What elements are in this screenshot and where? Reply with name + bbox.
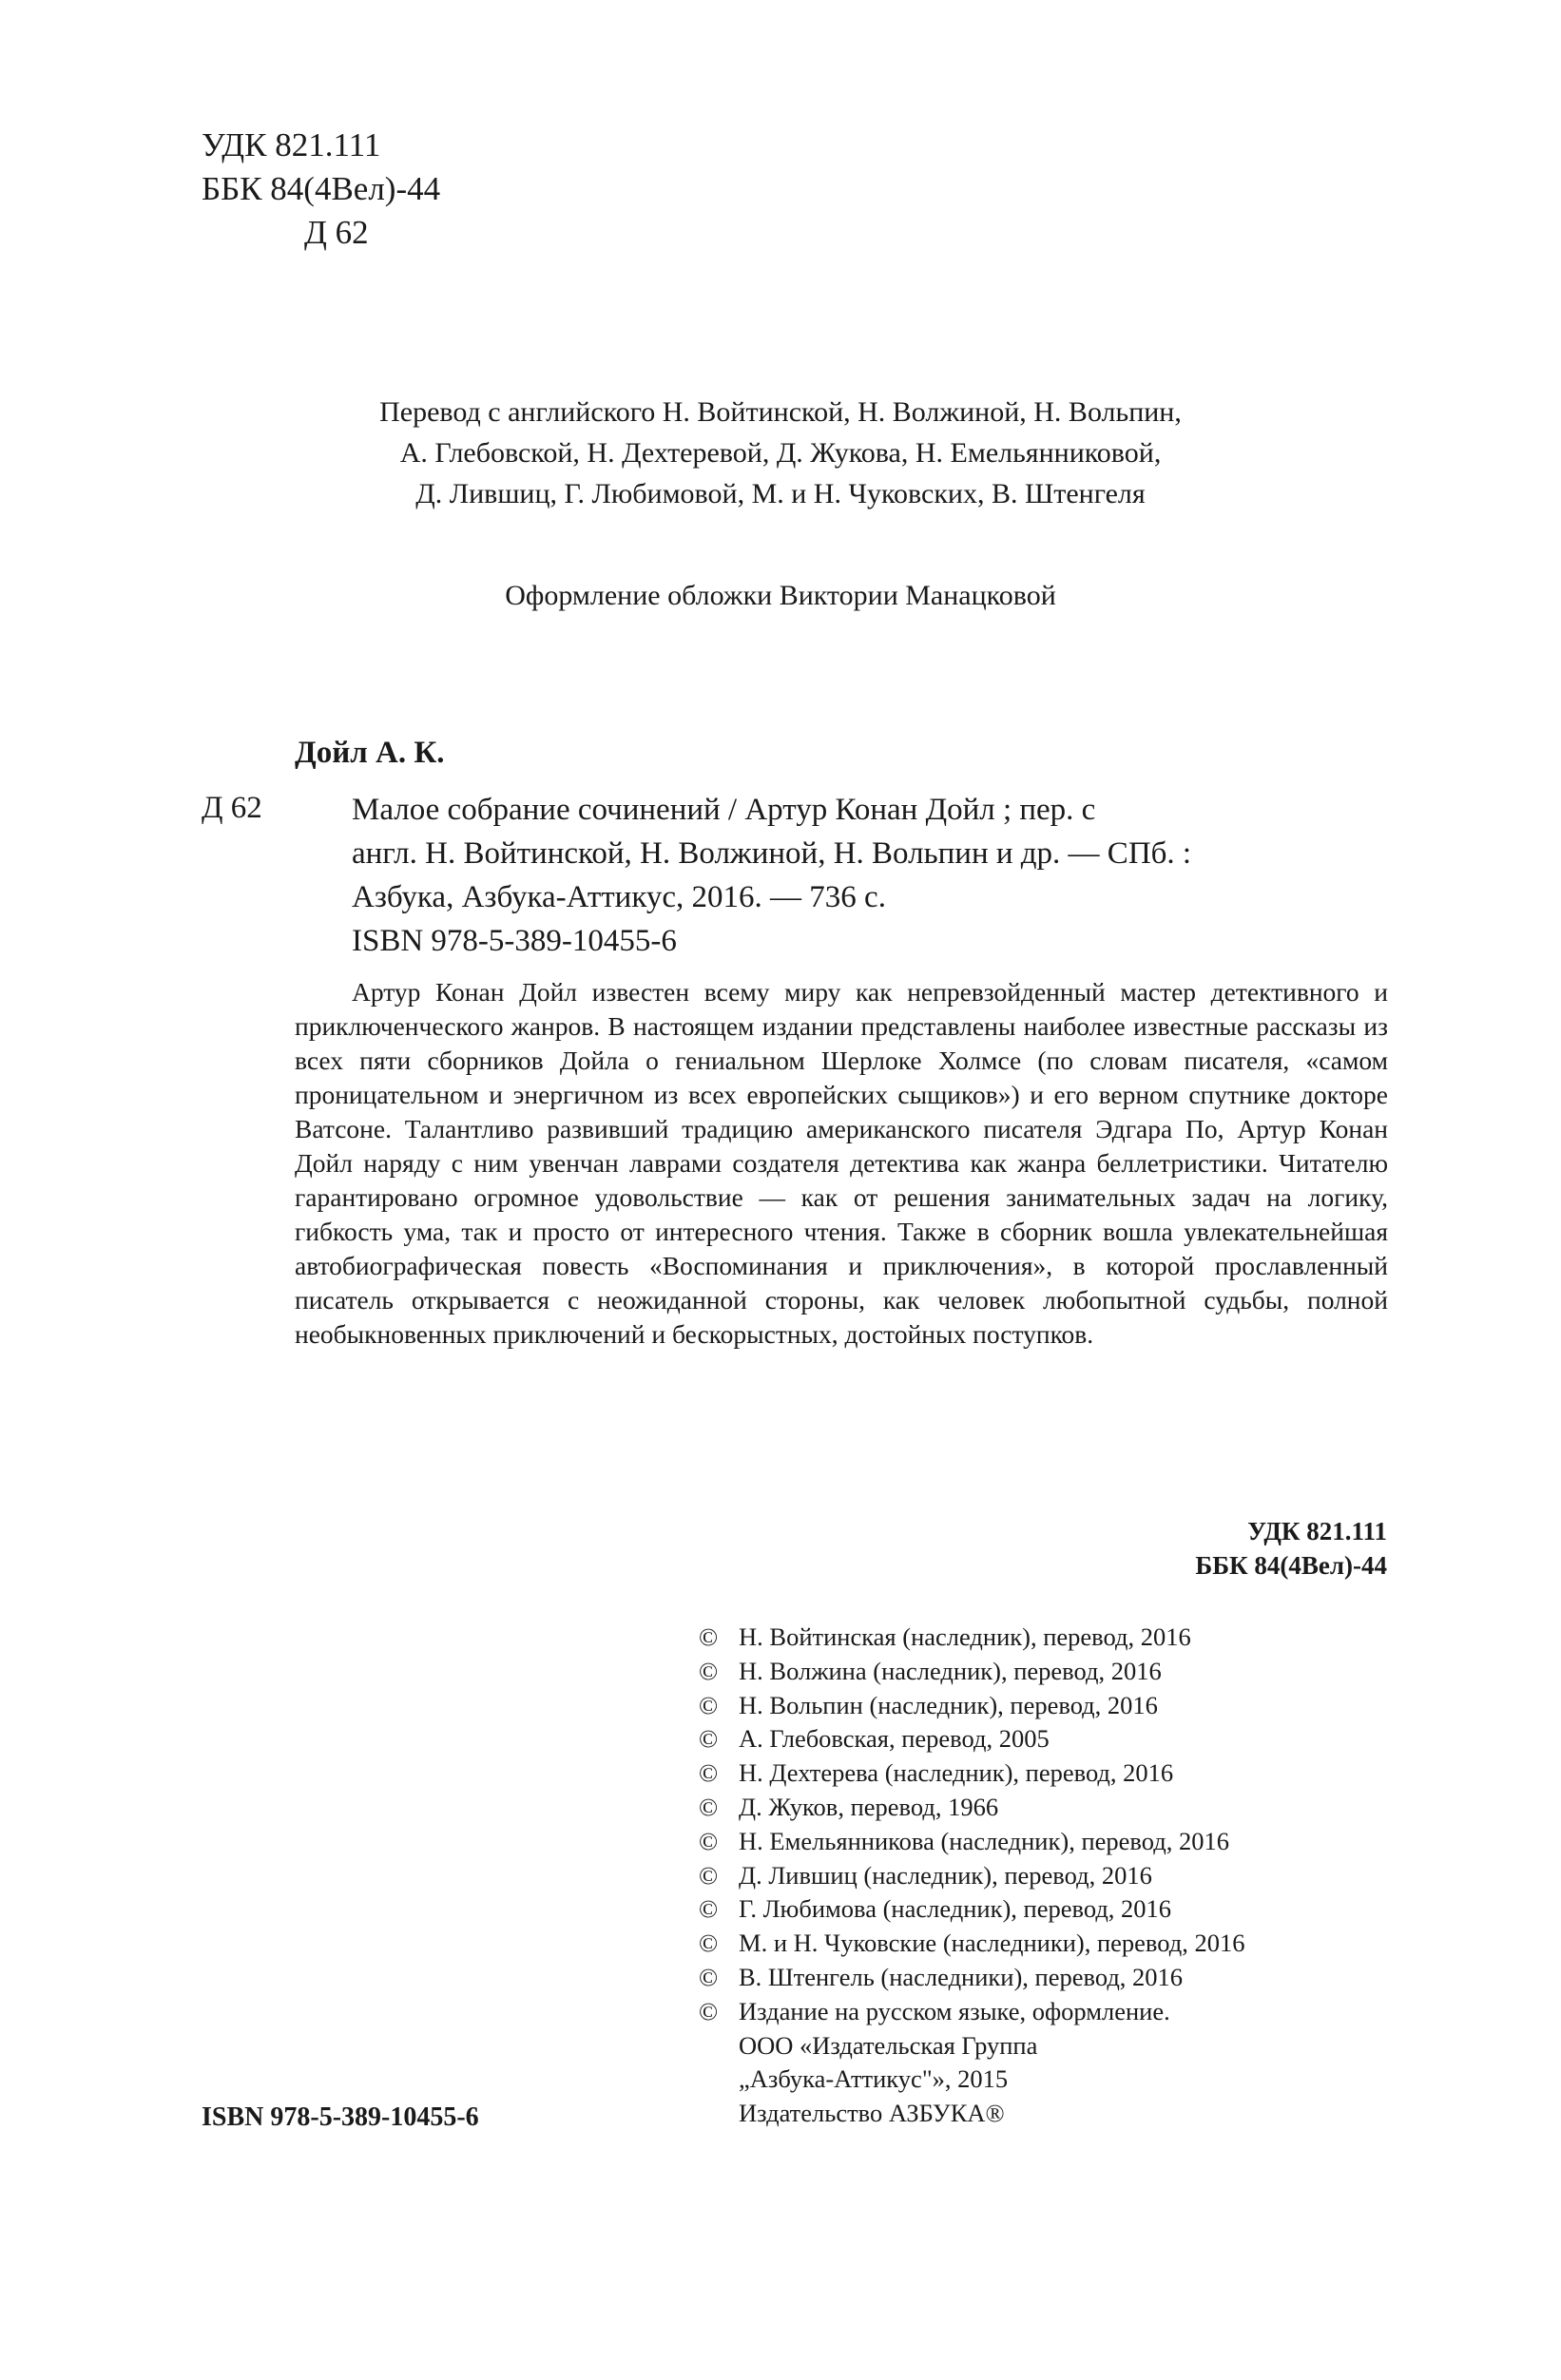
copyright-symbol: © (699, 1962, 719, 1991)
copyright-symbol: © (699, 1860, 719, 1890)
copyright-symbol: © (699, 1622, 719, 1651)
record-line-1: Малое собрание сочинений / Артур Конан Дойл ; пер. с (352, 793, 1096, 827)
translation-credit-line-3: Д. Лившиц, Г. Любимовой, М. и Н. Чуковских, В. Штенгеля (415, 478, 1146, 509)
copyright-item: © Н. Волжина (наследник), перевод, 2016 (699, 1655, 1244, 1689)
copyright-symbol: © (699, 1996, 719, 2025)
copyright-item: © Д. Лившиц (наследник), перевод, 2016 (699, 1859, 1244, 1893)
copyright-symbol: © (699, 1792, 719, 1821)
bbk-code-right: ББК 84(4Вел)-44 (1195, 1551, 1387, 1580)
udk-code-right: УДК 821.111 (1247, 1517, 1387, 1545)
publisher-line: „Азбука-Аттикус"», 2015 (739, 2064, 1009, 2094)
copyright-symbol: © (699, 1724, 719, 1754)
copyright-item: © А. Глебовская, перевод, 2005 (699, 1722, 1244, 1756)
translation-credit-line-1: Перевод с английского Н. Войтинской, Н. Волжиной, Н. Вольпин, (379, 396, 1182, 428)
copyright-item: © Издание на русском языке, оформление. (699, 1995, 1244, 2029)
copyright-symbol: © (699, 1894, 719, 1924)
author-heading: Дойл А. К. (295, 736, 445, 770)
annotation (295, 975, 1388, 1352)
copyright-item: © Д. Жуков, перевод, 1966 (699, 1791, 1244, 1825)
copyright-symbol: © (699, 1758, 719, 1788)
copyright-item: © Н. Емельянникова (наследник), перевод, 2016 (699, 1825, 1244, 1859)
publisher-line: ООО «Издательская Группа (739, 2030, 1038, 2060)
isbn-bottom: ISBN 978-5-389-10455-6 (202, 2102, 479, 2132)
cover-design-credit: Оформление обложки Виктории Манацковой (505, 580, 1056, 611)
copyright-item: © Н. Дехтерева (наследник), перевод, 2016 (699, 1756, 1244, 1791)
annotation-text: Артур Конан Дойл известен всему миру как непревзойденный мастер детективного и приключенческого жанров. В настоящем издании представлены наиболее известные рассказы из всех пяти сборников Дойла о гениальном Шерлоке Холмсе (по словам писателя, «самом проницательном и энергичном из всех европейских сыщиков») и его верном спутнике докторе Ватсоне. Талантливо развивший традицию американского писателя Эдгара По, Артур Конан Дойл наряду с ним увенчан лаврами создателя детектива как жанра беллетристики. Читателю гарантировано огромное удовольствие — как от решения занимательных задач на логику, гибкость ума, так и просто от интересного чтения. Также в сборник вошла увлекательнейшая автобиографическая повесть «Воспоминания и приключения», в которой прославленный писатель открывается с неожиданной стороны, как человек любопытной судьбы, полной необыкновенных приключений и бескорыстных, достойных поступков. (295, 977, 1388, 1349)
record-line-2: англ. Н. Войтинской, Н. Волжиной, Н. Вольпин и др. — СПб. : (352, 836, 1192, 871)
bbk-code: ББК 84(4Вел)-44 (202, 170, 441, 207)
copyright-item: © М. и Н. Чуковские (наследники), перевод, 2016 (699, 1927, 1244, 1961)
udk-code: УДК 821.111 (202, 126, 381, 163)
copyright-item: © Г. Любимова (наследник), перевод, 2016 (699, 1892, 1244, 1927)
author-mark: Д 62 (304, 214, 369, 251)
record-line-3: Азбука, Азбука-Аттикус, 2016. — 736 с. (352, 880, 886, 914)
copyright-symbol: © (699, 1690, 719, 1719)
copyright-item: © Н. Вольпин (наследник), перевод, 2016 (699, 1689, 1244, 1723)
publisher-line: Издательство АЗБУКА® (739, 2099, 1005, 2128)
translation-credit-line-2: А. Глебовской, Н. Дехтеревой, Д. Жукова, Н. Емельянниковой, (399, 437, 1162, 469)
copyright-item: © В. Штенгель (наследники), перевод, 2016 (699, 1961, 1244, 1995)
copyright-symbol: © (699, 1656, 719, 1685)
copyright-list (699, 1621, 1244, 2131)
copyright-symbol: © (699, 1929, 719, 1958)
record-code: Д 62 (202, 791, 262, 825)
copyright-symbol: © (699, 1826, 719, 1855)
copyright-item: © Н. Войтинская (наследник), перевод, 2016 (699, 1621, 1244, 1655)
record-isbn: ISBN 978-5-389-10455-6 (352, 924, 677, 958)
